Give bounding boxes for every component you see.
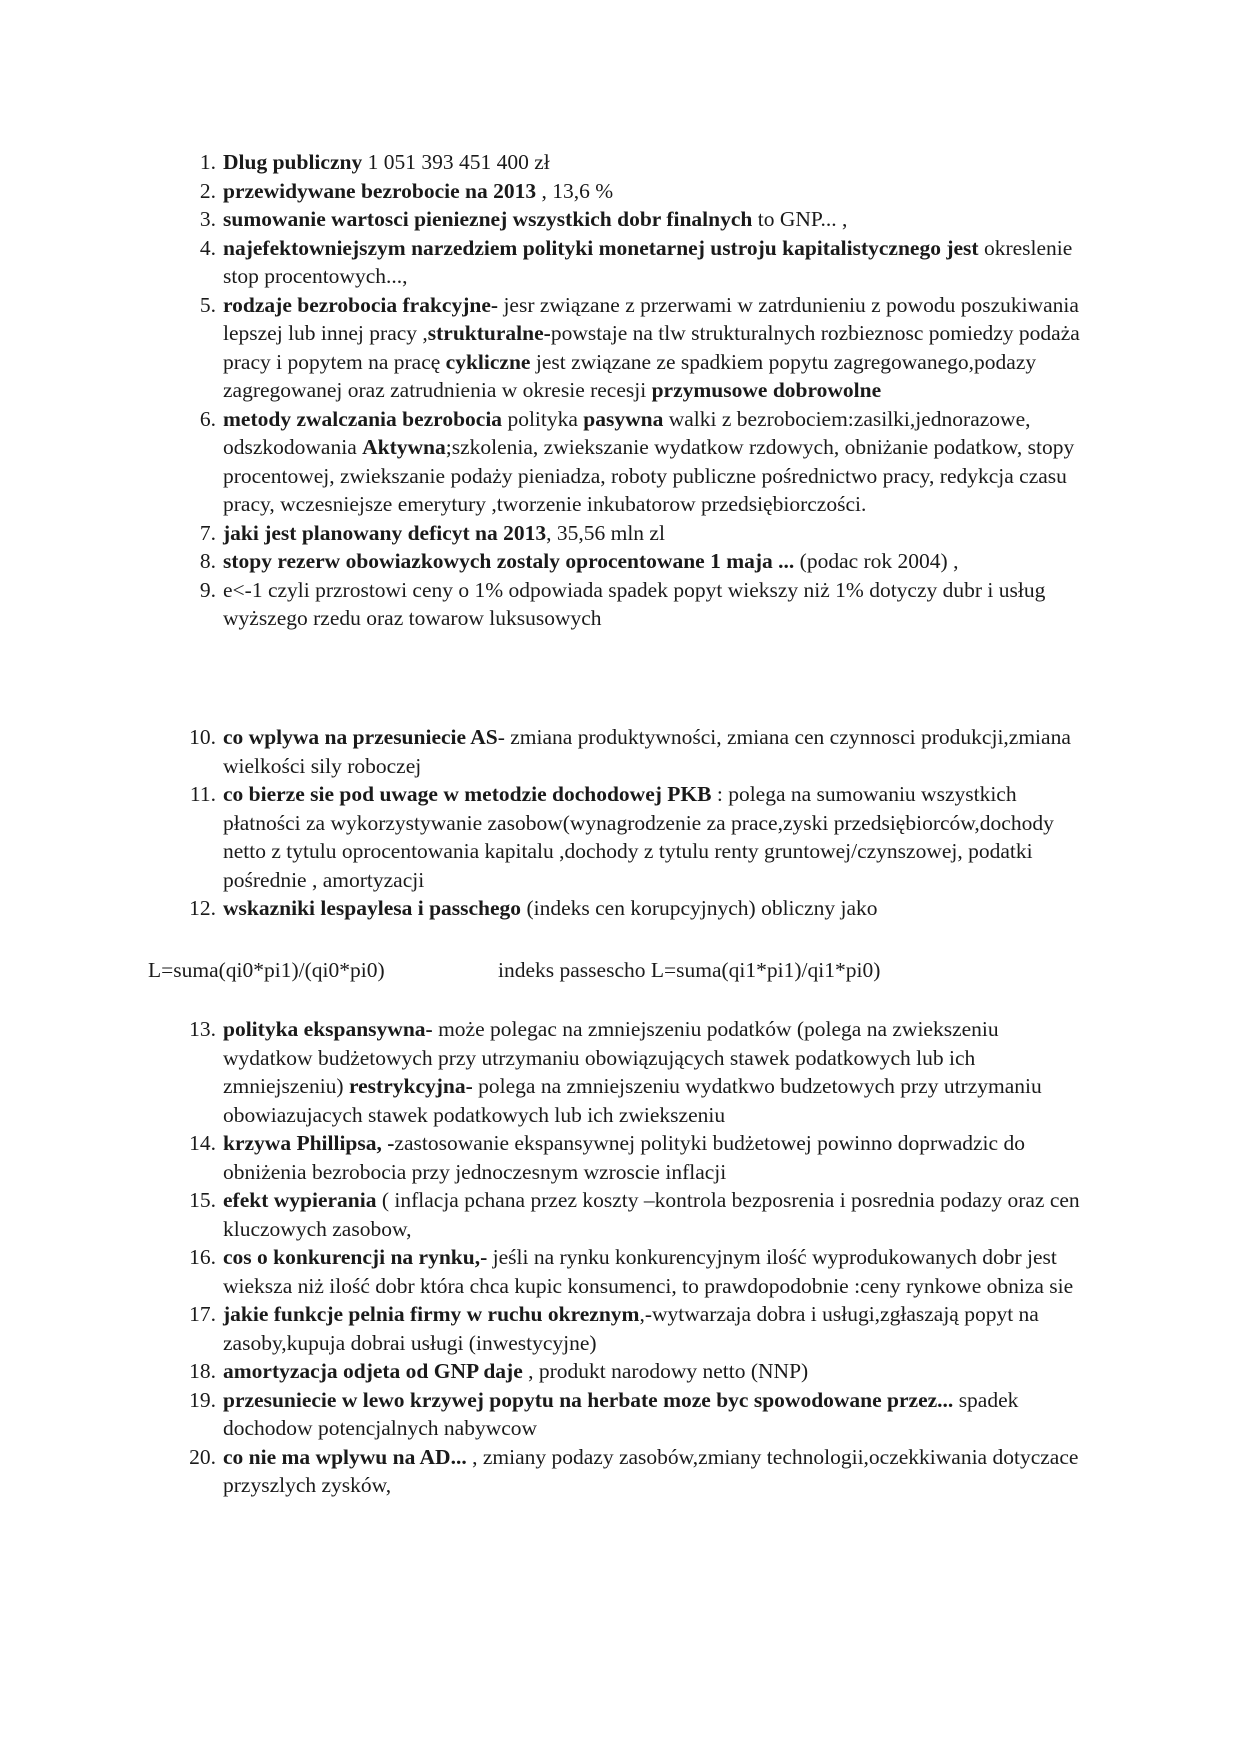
- item-text: [223, 293, 1080, 403]
- list-item: [0, 205, 1240, 234]
- item-answer: , produkt narodowy netto (NNP): [522, 1359, 809, 1383]
- item-answer: (podac rok 2004) ,: [794, 549, 959, 573]
- list-item: [0, 519, 1240, 548]
- item-number: 7.: [199, 520, 216, 545]
- item-number: 4.: [199, 235, 216, 260]
- item-text: [223, 179, 613, 203]
- list-item: [0, 405, 1240, 519]
- item-keyword: jakie funkcje pelnia firmy w ruchu okreznym: [223, 1302, 640, 1326]
- formula-laspeyres: L=suma(qi0*pi1)/(qi0*pi0): [148, 958, 385, 982]
- item-answer: polityka: [502, 406, 584, 431]
- item-answer: spadek dochodow potencjalnych nabywcow: [223, 1387, 1019, 1440]
- item-keyword: sumowanie wartosci pienieznej wszystkich dobr finalnych: [223, 207, 753, 231]
- item-keyword: przewidywane bezrobocie na 2013: [223, 178, 537, 203]
- item-number: 16.: [189, 1245, 216, 1269]
- question-list-part-2: [0, 723, 1240, 923]
- item-answer: okreslenie stop procentowych...,: [223, 235, 1073, 288]
- item-answer: jesr związane z przerwami w zatrdunieniu z powodu poszukiwania lepszej lub innej pracy ,: [223, 292, 1079, 345]
- item-keyword: najefektowniejszym narzedziem polityki monetarnej ustroju kapitalistycznego jest: [223, 235, 979, 260]
- item-keyword: cos o konkurencji na rynku,-: [223, 1245, 488, 1269]
- item-answer: zastosowanie ekspansywnej polityki budżetowej powinno doprwadzic do obniżenia bezrobocia przy jednoczesnym wzroscie inflacji: [223, 1131, 1025, 1184]
- item-text: [223, 1188, 1080, 1241]
- list-item: [0, 1386, 1240, 1443]
- item-keyword: cykliczne: [445, 349, 531, 374]
- laspeyres-paasche-formula: [148, 956, 880, 985]
- item-keyword: polityka ekspansywna-: [223, 1017, 433, 1041]
- list-item: [0, 177, 1240, 206]
- item-answer: e<-1 czyli przrostowi ceny o 1% odpowiada spadek popyt wiekszy niż 1% dotyczy dubr i usług wyższego rzedu oraz towarow luksusowych: [223, 577, 1046, 630]
- item-keyword: strukturalne-: [427, 321, 551, 345]
- item-answer: : polega na sumowaniu wszystkich płatności za wykorzystywanie zasobow(wynagrodzenie za prace,zyski przedsiębiorców,dochody netto z tytulu oprocentowania kapitalu ,dochody z tytulu renty gruntowej/czynszowej, podatki pośrednie , amortyzacji: [223, 782, 1054, 892]
- item-text: [223, 1131, 1025, 1184]
- question-list-part-1: [0, 148, 1240, 633]
- list-item: [0, 894, 1240, 923]
- item-number: 2.: [199, 178, 216, 203]
- item-number: 20.: [189, 1444, 216, 1469]
- item-keyword: stopy rezerw obowiazkowych zostaly oprocentowane 1 maja ...: [223, 549, 795, 573]
- list-item: [0, 576, 1240, 633]
- item-number: 1.: [199, 150, 216, 174]
- item-number: 9.: [199, 577, 216, 602]
- item-number: 10.: [189, 725, 216, 749]
- item-text: [223, 1017, 1042, 1127]
- item-number: 8.: [199, 549, 216, 573]
- item-keyword: co nie ma wplywu na AD...: [223, 1444, 467, 1469]
- question-list-part-3: [0, 1015, 1240, 1500]
- item-number: 15.: [189, 1188, 216, 1212]
- item-answer: jest związane ze spadkiem popytu zagregowanego,podazy zagregowanej oraz zatrudnienia w okresie recesji: [223, 349, 1037, 402]
- item-keyword: efekt wypierania: [223, 1188, 377, 1212]
- item-keyword: rodzaje bezrobocia frakcyjne-: [223, 292, 499, 317]
- item-text: [223, 549, 958, 573]
- list-item: [0, 148, 1240, 177]
- item-answer: to GNP... ,: [752, 207, 848, 231]
- item-text: [223, 578, 1045, 631]
- item-text: [223, 207, 847, 231]
- item-keyword: Aktywna: [362, 435, 446, 459]
- list-item: [0, 547, 1240, 576]
- item-keyword: co bierze sie pod uwage w metodzie dochodowej PKB: [223, 782, 712, 806]
- list-item: [0, 1443, 1240, 1500]
- item-answer: powstaje na tlw strukturalnych rozbieznosc pomiedzy podaża pracy i popytem na pracę: [223, 321, 1080, 374]
- list-item: [0, 1186, 1240, 1243]
- item-keyword: metody zwalczania bezrobocia: [223, 406, 503, 431]
- item-keyword: krzywa Phillipsa, -: [223, 1131, 395, 1155]
- item-number: 14.: [189, 1131, 216, 1155]
- item-answer: - zmiana produktywności, zmiana cen czynnosci produkcji,zmiana wielkości sily roboczej: [223, 725, 1071, 778]
- list-item: [0, 780, 1240, 894]
- list-item: [0, 1129, 1240, 1186]
- list-item: [0, 1357, 1240, 1386]
- item-number: 17.: [189, 1302, 216, 1326]
- item-answer: walki z bezrobociem:zasilki,jednorazowe, odszkodowania: [223, 406, 1031, 459]
- item-answer: (indeks cen korupcyjnych) obliczny jako: [521, 896, 878, 920]
- item-answer: , 13,6 %: [536, 178, 614, 203]
- item-answer: polega na zmniejszeniu wydatkwo budzetowych przy utrzymaniu obowiazujacych stawek podatkowych lub ich zwiekszeniu: [223, 1074, 1042, 1127]
- item-text: [223, 236, 1072, 289]
- item-keyword: co wplywa na przesuniecie AS: [223, 725, 498, 749]
- item-number: 6.: [199, 406, 216, 431]
- item-number: 13.: [189, 1017, 216, 1041]
- list-item: [0, 723, 1240, 780]
- item-answer: ;szkolenia, zwiekszanie wydatkow rzdowych, obniżanie podatkow, stopy procentowej, zwiekszanie podaży pieniadza, roboty publiczne pośrednictwo pracy, redykcja czasu pracy, wczesniejsze emerytury ,tworzenie inkubatorow przedsiębiorczości.: [223, 435, 1075, 516]
- list-item: [0, 1015, 1240, 1129]
- item-text: [223, 1245, 1073, 1298]
- item-number: 19.: [189, 1387, 216, 1412]
- item-keyword: przesuniecie w lewo krzywej popytu na herbate moze byc spowodowane przez...: [223, 1387, 954, 1412]
- item-keyword: restrykcyjna-: [348, 1074, 473, 1098]
- item-keyword: jaki jest planowany deficyt na 2013: [223, 520, 547, 545]
- item-text: [223, 725, 1071, 778]
- list-item: [0, 234, 1240, 291]
- list-item: [0, 291, 1240, 405]
- item-text: [223, 1445, 1078, 1498]
- item-number: 18.: [189, 1359, 216, 1383]
- formula-paasche: indeks passescho L=suma(qi1*pi1)/qi1*pi0): [498, 958, 881, 982]
- item-keyword: Dlug publiczny: [223, 150, 363, 174]
- item-text: [223, 1302, 1039, 1355]
- item-answer: jeśli na rynku konkurencyjnym ilość wyprodukowanych dobr jest wieksza niż ilość dobr która chca kupic konsumenci, to prawdopodobnie :ceny rynkowe obniza sie: [223, 1245, 1074, 1298]
- item-text: [223, 150, 550, 174]
- list-item: [0, 1300, 1240, 1357]
- item-number: 3.: [199, 207, 216, 231]
- item-text: [223, 782, 1054, 892]
- item-text: [223, 1359, 808, 1383]
- item-keyword: wskazniki lespaylesa i passchego: [223, 896, 522, 920]
- item-text: [223, 1388, 1018, 1441]
- item-keyword: amortyzacja odjeta od GNP daje: [223, 1359, 523, 1383]
- item-number: 5.: [199, 292, 216, 317]
- item-answer: może polegac na zmniejszeniu podatków (polega na zwiekszeniu wydatkow budżetowych przy utrzymaniu obowiązujących stawek podatkowych lub ich zmniejszeniu): [223, 1017, 999, 1098]
- item-text: [223, 521, 665, 545]
- item-answer: 1 051 393 451 400 zł: [362, 150, 550, 174]
- item-number: 11.: [189, 782, 216, 806]
- item-keyword: przymusowe dobrowolne: [651, 378, 882, 402]
- item-answer: , 35,56 mln zl: [546, 520, 665, 545]
- item-text: [223, 407, 1074, 517]
- list-item: [0, 1243, 1240, 1300]
- item-keyword: pasywna: [583, 406, 664, 431]
- item-answer: ( inflacja pchana przez koszty –kontrola bezposrenia i posrednia podazy oraz cen kluczowych zasobow,: [223, 1188, 1080, 1241]
- item-number: 12.: [189, 896, 216, 920]
- item-text: [223, 896, 878, 920]
- item-answer: , zmiany podazy zasobów,zmiany technologii,oczekkiwania dotyczace przyszlych zysków,: [223, 1444, 1079, 1497]
- item-answer: ,-wytwarzaja dobra i usługi,zgłaszają popyt na zasoby,kupuja dobrai usługi (inwestycyjne): [223, 1302, 1039, 1355]
